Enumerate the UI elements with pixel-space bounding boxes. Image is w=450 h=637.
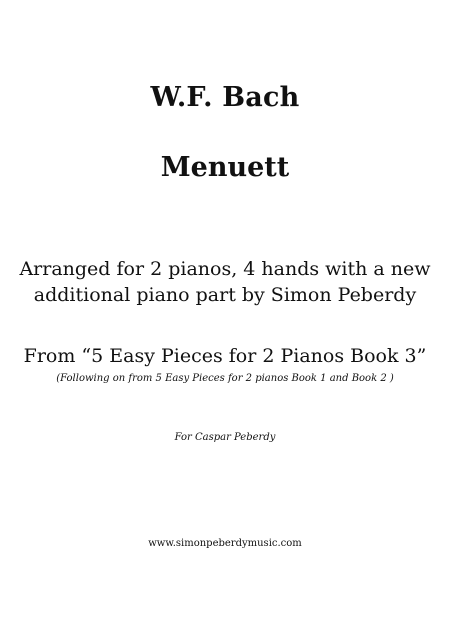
arrangement-description xyxy=(0,256,450,308)
piece-title: Menuett xyxy=(160,152,290,183)
composer-name: W.F. Bach xyxy=(150,82,300,113)
collection-note: (Following on from 5 Easy Pieces for 2 pianos Book 1 and Book 2 ) xyxy=(56,373,394,384)
website-url: www.simonpeberdymusic.com xyxy=(148,538,302,549)
arrangement-line-2: additional piano part by Simon Peberdy xyxy=(33,284,417,306)
dedication: For Caspar Peberdy xyxy=(174,432,276,443)
source-collection: From “5 Easy Pieces for 2 Pianos Book 3” xyxy=(23,345,427,367)
arrangement-line-1: Arranged for 2 pianos, 4 hands with a new xyxy=(19,258,431,280)
